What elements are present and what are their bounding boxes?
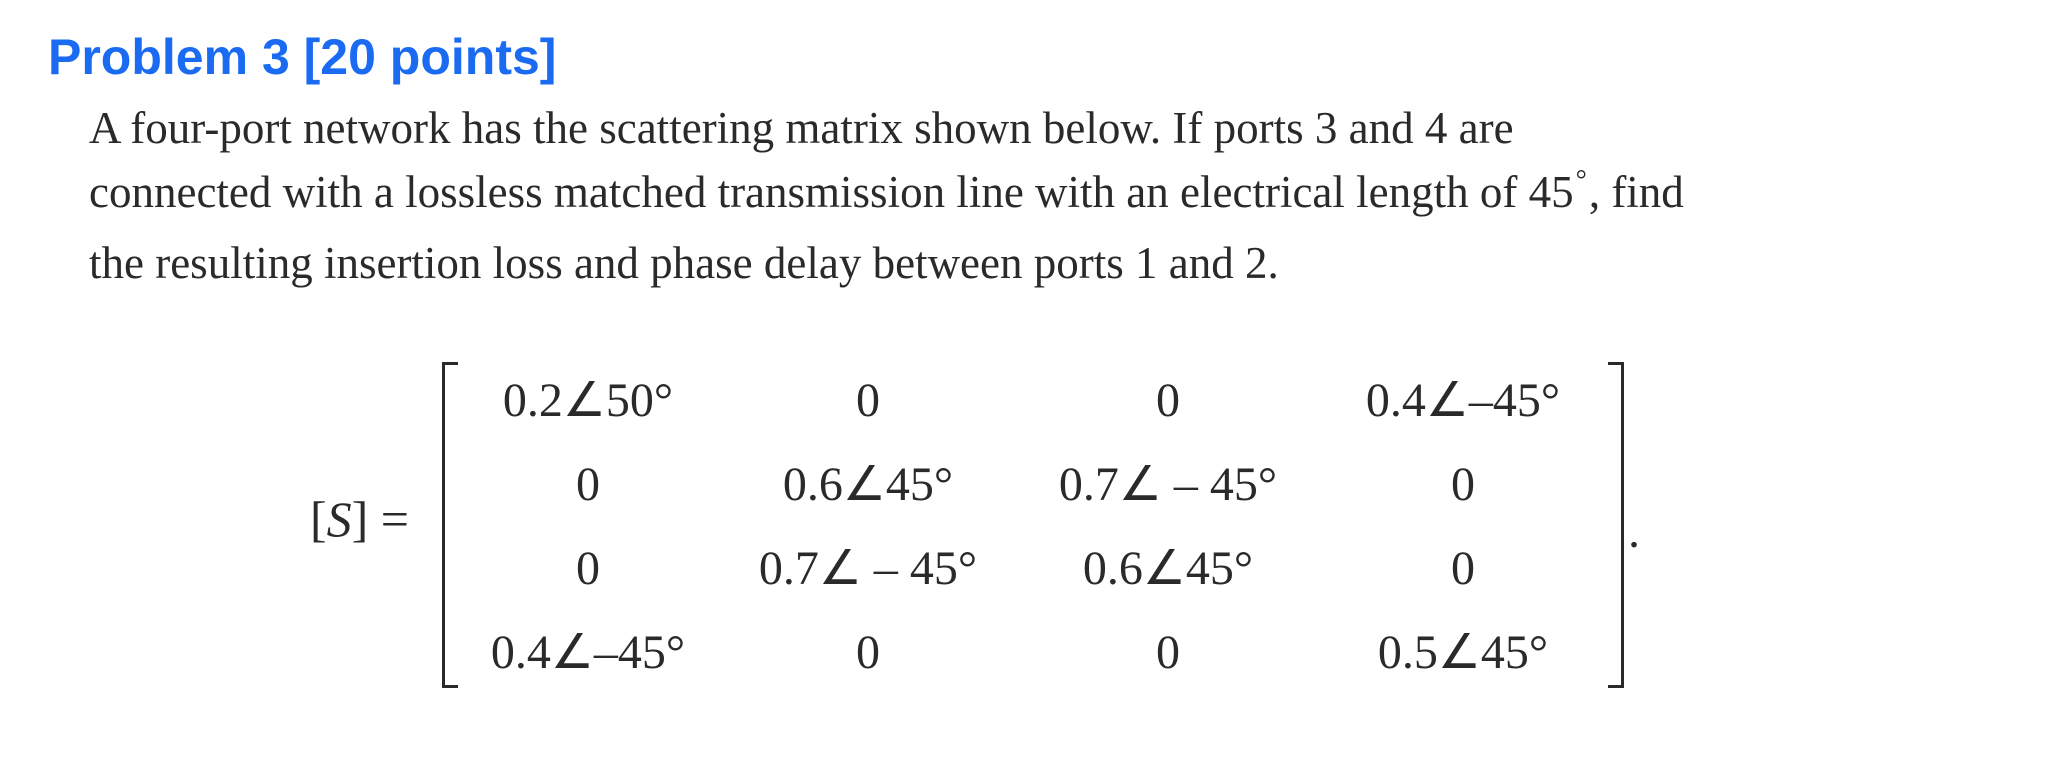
matrix-cell-r3-c2: 0.7∠ – 45° (758, 542, 978, 595)
matrix-cell-r4-c1: 0.4∠–45° (490, 626, 686, 679)
problem-title: Problem 3 [20 points] (48, 29, 557, 85)
problem-statement (89, 96, 2019, 295)
problem-text-line-1: A four-port network has the scattering matrix shown below. If ports 3 and 4 are (89, 103, 1514, 153)
lhs-symbol: S (326, 491, 352, 547)
matrix-cell-r2-c4: 0 (1451, 457, 1475, 511)
degree-symbol: ° (1575, 165, 1587, 196)
matrix-cell-r2-c1: 0 (576, 457, 600, 511)
scattering-matrix-equation (310, 352, 1670, 698)
scattering-matrix (458, 358, 1608, 694)
matrix-right-bracket (1608, 362, 1624, 688)
problem-text-line-2-end: , find (1588, 167, 1684, 217)
matrix-lhs (310, 490, 409, 548)
matrix-cell-r2-c3: 0.7∠ – 45° (1058, 458, 1278, 511)
matrix-cell-r4-c4: 0.5∠45° (1377, 626, 1549, 679)
matrix-cell-r3-c4: 0 (1451, 541, 1475, 595)
matrix-cell-r1-c2: 0 (856, 373, 880, 427)
matrix-cell-r4-c2: 0 (856, 625, 880, 679)
equation-period: . (1628, 505, 1640, 558)
matrix-cell-r1-c4: 0.4∠–45° (1365, 374, 1561, 427)
matrix-cell-r2-c2: 0.6∠45° (782, 458, 954, 511)
matrix-cell-r1-c1: 0.2∠50° (502, 374, 674, 427)
matrix-cell-r3-c3: 0.6∠45° (1082, 542, 1254, 595)
lhs-close-equals: ] = (351, 491, 410, 547)
matrix-cell-r4-c3: 0 (1156, 625, 1180, 679)
lhs-open-bracket: [ (310, 491, 327, 547)
matrix-cell-r1-c3: 0 (1156, 373, 1180, 427)
problem-text-line-2 (89, 160, 2019, 231)
problem-text-line-2-start: connected with a lossless matched transmission line with an electrical length of 45 (89, 167, 1574, 217)
matrix-cell-r3-c1: 0 (576, 541, 600, 595)
problem-text-line-3: the resulting insertion loss and phase delay between ports 1 and 2. (89, 238, 1279, 288)
matrix-left-bracket (442, 362, 458, 688)
